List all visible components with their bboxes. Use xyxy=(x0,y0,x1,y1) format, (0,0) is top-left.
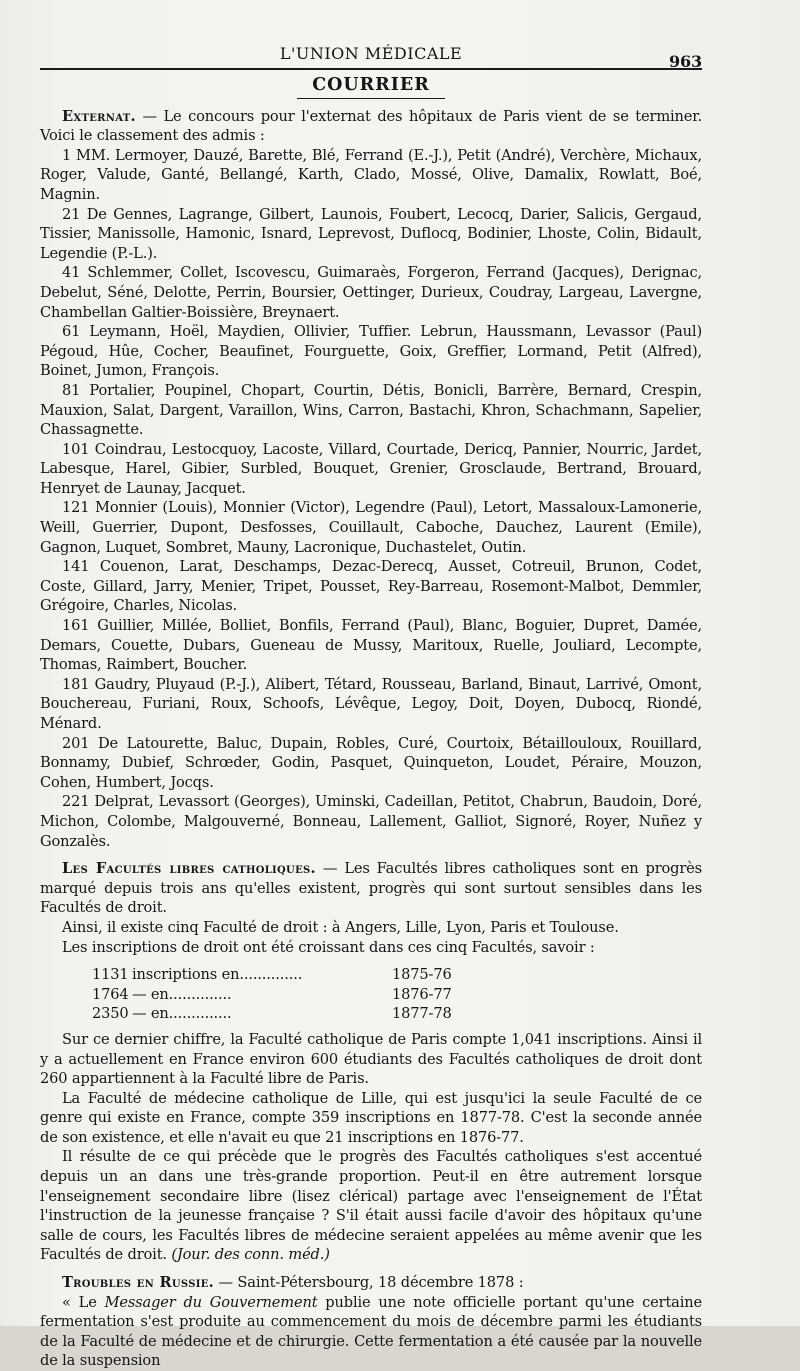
admis-group: 1 MM. Lermoyer, Dauzé, Barette, Blé, Ferrand (E.-J.), Petit (André), Verchère, Michaux, Roger, Valude, Ganté, Bellangé, Karth, Clado, Mossé, Olive, Damalix, Rowlatt, Boé, Magnin. xyxy=(40,146,702,203)
inscriptions-row xyxy=(92,965,702,985)
quote-text: publie une note officielle portant qu'une certaine fermentation s'est produite au commencement du mois de décembre parmi les étudiants de la Faculté de médecine et de chirurgie. Cette fermentation a été causée par la nouvelle de la suspension xyxy=(40,1293,702,1370)
facultes-intro-text: — Les Facultés libres catholiques sont en progrès marqué depuis trois ans qu'elles existent, progrès qui sont surtout sensibles dans les Facultés de droit. xyxy=(40,860,702,917)
facultes-intro xyxy=(40,859,702,918)
inscriptions-count: 2350 xyxy=(92,1005,129,1023)
facultes-paragraph: Les inscriptions de droit ont été croissant dans ces cinq Facultés, savoir : xyxy=(62,938,595,956)
inscriptions-count: 1764 xyxy=(92,985,129,1003)
running-title: L'UNION MÉDICALE xyxy=(279,44,463,63)
facultes-paragraph: Ainsi, il existe cinq Faculté de droit : à Angers, Lille, Lyon, Paris et Toulouse. xyxy=(62,918,619,936)
inscriptions-year: 1877-78 xyxy=(392,1005,452,1023)
inscriptions-year: 1876-77 xyxy=(392,985,452,1003)
running-head xyxy=(40,44,702,70)
inscriptions-row xyxy=(92,1004,702,1024)
admis-group: 161 Guillier, Millée, Bolliet, Bonfils, Ferrand (Paul), Blanc, Boguier, Dupret, Damée, Demars, Couette, Dubars, Gueneau de Mussy, Maritoux, Ruelle, Jouliard, Lecompte, Thomas, Raimbert, Boucher. xyxy=(40,617,702,674)
journal-name: Messager du Gouvernement xyxy=(104,1293,318,1311)
externat-intro-text: — Le concours pour l'externat des hôpitaux de Paris vient de se terminer. Voici le classement des admis : xyxy=(40,107,702,145)
russie-quote xyxy=(40,1293,702,1371)
inscriptions-count: 1131 xyxy=(92,966,129,984)
section-title: COURRIER xyxy=(312,75,430,95)
inscriptions-year: 1875-76 xyxy=(392,966,452,984)
inscriptions-table xyxy=(92,965,702,1024)
externat-label: Externat. xyxy=(62,107,136,125)
russie-intro xyxy=(40,1273,702,1293)
facultes-conclusion: Il résulte de ce qui précède que le progrès des Facultés catholiques s'est accentué depuis un an dans une très-grande proportion. Peut-il en être autrement lorsque l'enseignement secondaire libre (lisez clérical) partage avec l'enseignement de l'État l'instruction de la jeunesse française ? S'il était aussi facile d'avoir des hôpitaux qu'une salle de cours, les Facultés libres de médecine seraient appelées au même avenir que les Facultés de droit. xyxy=(40,1148,702,1264)
russie-intro-text: — Saint-Pétersbourg, 18 décembre 1878 : xyxy=(214,1274,524,1292)
page-content xyxy=(40,44,702,1371)
admis-group: 101 Coindrau, Lestocquoy, Lacoste, Villard, Courtade, Dericq, Pannier, Nourric, Jardet, Labesque, Harel, Gibier, Surbled, Bouquet, Grenier, Grosclaude, Bertrand, Brouard, Henryet de Launay, Jacquet. xyxy=(40,440,702,497)
inscriptions-label: — en.............. xyxy=(132,1005,232,1023)
quote-open: « Le xyxy=(62,1293,105,1311)
admis-group: 181 Gaudry, Pluyaud (P.-J.), Alibert, Tétard, Rousseau, Barland, Binaut, Larrivé, Omont, Bouchereau, Furiani, Roux, Schoofs, Lévêque, Legoy, Doit, Doyen, Dubocq, Riondé, Ménard. xyxy=(40,675,702,732)
source-citation: (Jour. des conn. méd.) xyxy=(171,1246,330,1264)
facultes-paragraph: Sur ce dernier chiffre, la Faculté catholique de Paris compte 1,041 inscriptions. Ainsi il y a actuellement en France environ 600 étudiants des Facultés catholiques de droit dont 260 appartiennent à la Faculté libre de Paris. xyxy=(40,1030,702,1088)
russie-label: Troubles en Russie. xyxy=(62,1274,215,1292)
inscriptions-label: inscriptions en.............. xyxy=(132,966,303,984)
page-number: 963 xyxy=(669,52,702,71)
externat-intro xyxy=(40,107,702,146)
admis-group: 81 Portalier, Poupinel, Chopart, Courtin, Détis, Bonicli, Barrère, Bernard, Crespin, Mauxion, Salat, Dargent, Varaillon, Wins, Carron, Bastachi, Khron, Schachmann, Sapelier, Chassagnette. xyxy=(40,381,702,439)
section-rule xyxy=(297,98,445,99)
facultes-paragraph xyxy=(40,1147,702,1265)
admis-group: 141 Couenon, Larat, Deschamps, Dezac-Derecq, Ausset, Cotreuil, Brunon, Codet, Coste, Gillard, Jarry, Menier, Tripet, Pousset, Rey-Barreau, Rosemont-Malbot, Demmler, Grégoire, Charles, Nicolas. xyxy=(40,558,702,615)
spacer xyxy=(40,851,702,859)
admis-group: 221 Delprat, Levassort (Georges), Uminski, Cadeillan, Petitot, Chabrun, Baudoin, Doré, Michon, Colombe, Malgouverné, Bonneau, Lallement, Galliot, Signoré, Royer, Nuñez y Gonzalès. xyxy=(40,793,702,850)
inscriptions-row xyxy=(92,985,702,1005)
facultes-paragraph: La Faculté de médecine catholique de Lille, qui est jusqu'ici la seule Faculté de ce genre qui existe en France, compte 359 inscriptions en 1877-78. C'est la seconde année de son existence, et elle n'avait eu que 21 inscriptions en 1876-77. xyxy=(40,1089,702,1146)
inscriptions-label: — en.............. xyxy=(132,985,232,1003)
facultes-label: Les Facultés libres catholiques. xyxy=(62,860,316,878)
admis-group: 61 Leymann, Hoël, Maydien, Ollivier, Tuffier. Lebrun, Haussmann, Levassor (Paul) Pégoud, Hûe, Cocher, Beaufinet, Fourguette, Goix, Greffier, Lormand, Petit (Alfred), Boinet, Jumon, François. xyxy=(40,323,702,380)
admis-group: 41 Schlemmer, Collet, Iscovescu, Guimaraès, Forgeron, Ferrand (Jacques), Derignac, Debelut, Séné, Delotte, Perrin, Boursier, Oettinger, Durieux, Coudray, Largeau, Lavergne, Chambellan Galtier-Boissière, Breynaert. xyxy=(40,264,702,321)
admis-group: 201 De Latourette, Baluc, Dupain, Robles, Curé, Courtoix, Bétaillouloux, Rouillard, Bonnamy, Dubief, Schrœder, Godin, Pasquet, Quinqueton, Loudet, Péraire, Mouzon, Cohen, Humbert, Jocqs. xyxy=(40,734,702,791)
admis-group: 21 De Gennes, Lagrange, Gilbert, Launois, Foubert, Lecocq, Darier, Salicis, Gergaud, Tissier, Manissolle, Hamonic, Isnard, Leprevost, Duflocq, Bodinier, Lhoste, Colin, Bidault, Legendie (P.-L.). xyxy=(40,205,702,262)
admis-group: 121 Monnier (Louis), Monnier (Victor), Legendre (Paul), Letort, Massaloux-Lamonerie, Weill, Guerrier, Dupont, Desfosses, Couillault, Caboche, Dauchez, Laurent (Emile), Gagnon, Luquet, Sombret, Mauny, Lacronique, Duchastelet, Outin. xyxy=(40,499,702,556)
spacer xyxy=(40,1265,702,1273)
